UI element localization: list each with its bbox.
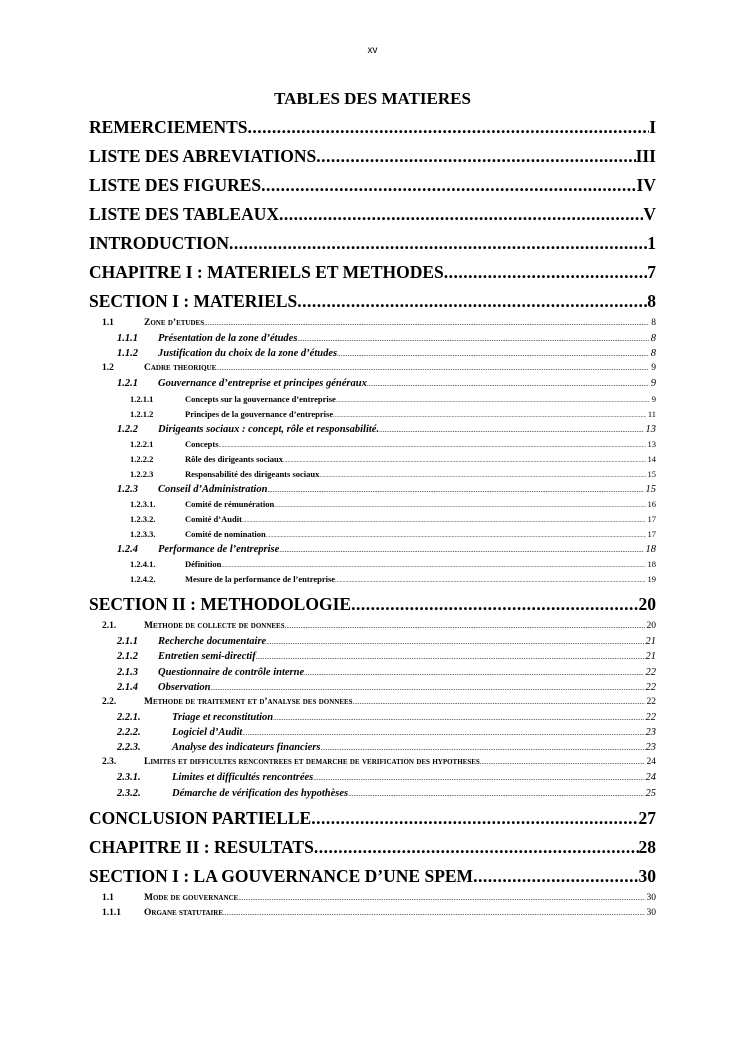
toc-entry-number: 2.3. <box>102 757 117 768</box>
toc-entry-number: 2.1.3 <box>117 666 138 678</box>
toc-entry-page: 27 <box>638 807 656 828</box>
toc-entry[interactable] <box>89 229 656 258</box>
toc-dot-leader <box>238 891 644 906</box>
toc-dot-leader <box>211 681 644 696</box>
toc-entry[interactable] <box>89 740 656 755</box>
toc-entry-title: SECTION I : MATERIELS <box>89 291 298 311</box>
toc-entry[interactable] <box>89 891 656 906</box>
toc-entry-page: 16 <box>647 498 656 509</box>
toc-dot-leader <box>216 361 649 376</box>
toc-entry-number: 2.2.3. <box>117 742 141 754</box>
toc-dot-leader <box>297 332 648 347</box>
toc-dot-leader <box>266 529 646 544</box>
toc-entry-title: Mode de gouvernance <box>144 892 239 903</box>
toc-entry-page: 8 <box>650 348 656 360</box>
toc-entry-title: Comité d’Audit <box>185 513 242 524</box>
toc-entry-page: 28 <box>638 836 656 857</box>
toc-entry[interactable] <box>89 346 656 361</box>
toc-entry-page: 1 <box>647 233 656 253</box>
toc-entry[interactable] <box>89 452 656 467</box>
toc-dot-leader <box>304 666 643 681</box>
toc-entry-number: 2.1.4 <box>117 681 138 693</box>
toc-entry-number: 1.2.2.1 <box>130 438 154 449</box>
toc-entry-number: 2.3.1. <box>117 772 141 784</box>
toc-entry[interactable] <box>89 665 656 680</box>
toc-dot-leader <box>379 423 643 438</box>
toc-entry-page: 13 <box>645 423 656 435</box>
toc-entry-title: REMERCIEMENTS <box>89 117 248 137</box>
toc-entry-title: Principes de la gouvernance d’entreprise <box>185 408 334 419</box>
toc-dot-leader <box>313 771 643 786</box>
toc-entry-title: Limites et difficultes rencontrees et demarche de verification des hypotheses <box>144 757 480 768</box>
toc-entry-title: Rôle des dirigeants sociaux <box>185 453 283 464</box>
toc-dot-leader <box>316 142 635 171</box>
toc-entry-page: V <box>643 204 656 224</box>
toc-entry[interactable] <box>89 422 656 437</box>
toc-entry[interactable] <box>89 482 656 497</box>
toc-entry[interactable] <box>89 862 656 891</box>
toc-entry[interactable] <box>89 755 656 770</box>
toc-entry-title: Questionnaire de contrôle interne <box>158 666 305 678</box>
toc-entry-page: 23 <box>645 742 656 754</box>
toc-entry-number: 1.2.2 <box>117 423 138 435</box>
toc-dot-leader <box>285 619 645 634</box>
toc-entry-page: 15 <box>647 468 656 479</box>
toc-entry[interactable] <box>89 557 656 572</box>
toc-entry[interactable] <box>89 906 656 921</box>
toc-dot-leader <box>279 543 643 558</box>
toc-entry-title: Recherche documentaire <box>158 636 267 648</box>
toc-entry-title: Présentation de la zone d’études <box>158 333 298 344</box>
toc-entry-title: Entretien semi-directif <box>158 651 256 663</box>
toc-entry-page: IV <box>636 175 656 195</box>
toc-entry[interactable] <box>89 725 656 740</box>
toc-entry-page: I <box>649 117 656 137</box>
toc-entry-number: 1.1 <box>102 318 114 328</box>
toc-entry-page: 21 <box>645 651 656 663</box>
toc-dot-leader <box>204 316 649 331</box>
toc-entry[interactable] <box>89 142 656 171</box>
toc-dot-leader <box>444 258 647 287</box>
toc-entry-page: 30 <box>646 907 656 918</box>
toc-dot-leader <box>320 741 643 756</box>
toc-entry[interactable] <box>89 171 656 200</box>
toc-dot-leader <box>273 711 643 726</box>
page-number: xv <box>367 45 378 56</box>
toc-entry-page: 15 <box>645 483 656 495</box>
toc-dot-leader <box>473 862 638 891</box>
toc-entry-page: 21 <box>645 636 656 648</box>
toc-entry[interactable] <box>89 770 656 785</box>
toc-dot-leader <box>335 574 645 589</box>
toc-entry-title: Concepts <box>185 438 219 449</box>
toc-entry[interactable] <box>89 710 656 725</box>
toc-entry-title: Organe statutaire <box>144 907 223 918</box>
toc-dot-leader <box>314 833 639 862</box>
toc-entry-title: Responsabilité des dirigeants sociaux <box>185 468 320 479</box>
toc-entry-page: 19 <box>647 574 656 585</box>
toc-entry-title: Cadre theorique <box>144 363 217 374</box>
toc-entry-number: 1.2.2.2 <box>130 453 154 464</box>
toc-entry[interactable] <box>89 258 656 287</box>
toc-entry[interactable] <box>89 527 656 542</box>
toc-entry-title: Définition <box>185 559 222 570</box>
toc-entry-title: Gouvernance d’entreprise et principes généraux <box>158 378 367 390</box>
toc-entry-title: LISTE DES ABREVIATIONS <box>89 146 317 166</box>
toc-entry[interactable] <box>89 512 656 527</box>
toc-entry-title: Observation <box>158 681 211 693</box>
toc-entry-page: 9 <box>651 393 656 404</box>
toc-entry[interactable] <box>89 649 656 664</box>
toc-entry[interactable] <box>89 619 656 634</box>
toc-entry-title: Performance de l’entreprise <box>158 543 280 555</box>
toc-dot-leader <box>333 409 646 424</box>
toc-entry-title: LISTE DES TABLEAUX <box>89 204 279 224</box>
toc-entry[interactable] <box>89 833 656 862</box>
toc-entry-number: 1.1 <box>102 892 114 903</box>
toc-entry-title: SECTION I : LA GOUVERNANCE D’UNE SPEM <box>89 865 474 886</box>
toc-dot-leader <box>267 483 643 498</box>
toc-entry-page: 20 <box>646 621 656 632</box>
toc-entry-number: 1.1.2 <box>117 348 138 360</box>
table-of-contents <box>89 113 656 921</box>
toc-entry[interactable] <box>89 437 656 452</box>
toc-entry-title: LISTE DES FIGURES <box>89 175 262 195</box>
toc-entry-number: 1.2.4.2. <box>130 574 156 585</box>
toc-entry-number: 2.1. <box>102 621 117 632</box>
toc-dot-leader <box>242 514 646 529</box>
toc-entry[interactable] <box>89 695 656 710</box>
toc-entry-number: 2.3.2. <box>117 787 141 799</box>
toc-entry-title: CHAPITRE II : RESULTATS <box>89 836 314 857</box>
toc-entry-title: INTRODUCTION <box>89 233 230 253</box>
toc-entry[interactable] <box>89 786 656 801</box>
toc-dot-leader <box>223 906 645 921</box>
toc-entry-title: Justification du choix de la zone d’études <box>158 348 338 360</box>
toc-entry-page: III <box>635 146 656 166</box>
toc-entry-title: SECTION II : METHODOLOGIE <box>89 594 352 615</box>
toc-entry[interactable] <box>89 542 656 557</box>
toc-entry-number: 2.2.1. <box>117 711 141 723</box>
toc-dot-leader <box>256 650 644 665</box>
toc-dot-leader <box>311 804 638 833</box>
toc-dot-leader <box>353 695 645 710</box>
toc-entry-number: 2.1.2 <box>117 651 138 663</box>
toc-entry[interactable] <box>89 407 656 422</box>
toc-entry-page: 20 <box>638 594 656 615</box>
toc-dot-leader <box>348 787 643 802</box>
toc-entry-title: Mesure de la performance de l’entreprise <box>185 574 336 585</box>
toc-entry-page: 18 <box>647 559 656 570</box>
toc-entry[interactable] <box>89 497 656 512</box>
toc-entry-number: 1.2.1 <box>117 378 138 390</box>
toc-entry-number: 2.2. <box>102 696 117 707</box>
toc-entry-page: 25 <box>645 787 656 799</box>
toc-entry-title: Logiciel d’Audit <box>172 727 243 739</box>
toc-entry-title: Methode de collecte de donnees <box>144 621 285 632</box>
toc-entry-number: 1.2 <box>102 363 114 374</box>
toc-dot-leader <box>480 755 645 770</box>
toc-entry-number: 1.2.1.2 <box>130 408 154 419</box>
toc-entry[interactable] <box>89 287 656 316</box>
toc-entry-page: 22 <box>645 666 656 678</box>
toc-entry-page: 7 <box>647 262 656 282</box>
toc-entry[interactable] <box>89 392 656 407</box>
toc-entry-page: 18 <box>645 543 656 555</box>
toc-entry-page: 11 <box>647 408 656 419</box>
toc-entry-number: 1.2.3.3. <box>130 528 156 539</box>
toc-entry-number: 1.1.1 <box>117 333 138 344</box>
toc-entry-page: 8 <box>647 291 656 311</box>
toc-entry-number: 1.2.3 <box>117 483 138 495</box>
toc-entry-title: Comité de rémunération <box>185 498 275 509</box>
toc-dot-leader <box>283 454 646 469</box>
toc-entry-number: 1.2.4 <box>117 543 138 555</box>
toc-entry-page: 14 <box>647 453 656 464</box>
toc-entry-page: 24 <box>645 772 656 784</box>
toc-entry-number: 1.2.3.1. <box>130 498 156 509</box>
toc-entry-number: 2.2.2. <box>117 727 141 739</box>
toc-entry[interactable] <box>89 200 656 229</box>
toc-entry-title: Zone d’etudes <box>144 318 205 328</box>
toc-entry[interactable] <box>89 572 656 587</box>
toc-entry-number: 2.1.1 <box>117 636 138 648</box>
toc-entry-title: CHAPITRE I : MATERIELS ET METHODES <box>89 262 444 282</box>
toc-dot-leader <box>337 347 649 362</box>
toc-entry[interactable] <box>89 113 656 142</box>
toc-dot-leader <box>274 499 645 514</box>
toc-entry[interactable] <box>89 634 656 649</box>
toc-dot-leader <box>279 200 643 229</box>
toc-entry[interactable] <box>89 361 656 376</box>
toc-dot-leader <box>261 171 636 200</box>
toc-entry-title: Methode de traitement et d’analyse des donnees <box>144 696 353 707</box>
toc-entry-page: 30 <box>638 865 656 886</box>
toc-dot-leader <box>266 635 643 650</box>
toc-dot-leader <box>242 726 643 741</box>
toc-entry[interactable] <box>89 467 656 482</box>
toc-entry[interactable] <box>89 590 656 619</box>
toc-dot-leader <box>319 469 645 484</box>
toc-dot-leader <box>336 394 650 409</box>
toc-entry-title: Concepts sur la gouvernance d’entreprise <box>185 393 336 404</box>
toc-entry-title: Comité de nomination <box>185 528 266 539</box>
toc-entry-title: Analyse des indicateurs financiers <box>172 742 321 754</box>
toc-entry-page: 17 <box>647 513 656 524</box>
toc-entry-number: 1.2.2.3 <box>130 468 154 479</box>
toc-dot-leader <box>297 287 647 316</box>
toc-entry-page: 23 <box>645 727 656 739</box>
toc-entry-page: 22 <box>646 696 656 707</box>
toc-entry-title: Dirigeants sociaux : concept, rôle et responsabilité. <box>158 423 380 435</box>
toc-dot-leader <box>229 229 647 258</box>
toc-entry-page: 17 <box>647 528 656 539</box>
toc-entry-page: 8 <box>650 333 656 344</box>
toc-entry[interactable] <box>89 804 656 833</box>
toc-entry-page: 22 <box>645 711 656 723</box>
toc-dot-leader <box>351 590 638 619</box>
toc-entry-title: Démarche de vérification des hypothèses <box>172 787 349 799</box>
toc-entry[interactable] <box>89 376 656 391</box>
toc-entry[interactable] <box>89 680 656 695</box>
toc-entry-page: 30 <box>646 892 656 903</box>
toc-entry-page: 13 <box>647 438 656 449</box>
toc-entry-page: 9 <box>650 378 656 390</box>
toc-dot-leader <box>367 377 649 392</box>
document-title: TABLES DES MATIERES <box>274 89 471 108</box>
toc-entry[interactable] <box>89 331 656 346</box>
toc-entry-page: 24 <box>646 757 656 768</box>
toc-entry-title: Triage et reconstitution <box>172 711 274 723</box>
toc-dot-leader <box>248 113 650 142</box>
toc-entry-title: Conseil d’Administration <box>158 483 268 495</box>
toc-entry-title: CONCLUSION PARTIELLE <box>89 807 312 828</box>
toc-entry-number: 1.2.3.2. <box>130 513 156 524</box>
toc-entry-page: 22 <box>645 681 656 693</box>
toc-entry-number: 1.2.4.1. <box>130 559 156 570</box>
toc-entry-number: 1.2.1.1 <box>130 393 154 404</box>
toc-entry[interactable] <box>89 316 656 331</box>
toc-entry-page: 8 <box>651 318 656 328</box>
toc-entry-title: Limites et difficultés rencontrées <box>172 772 314 784</box>
toc-entry-number: 1.1.1 <box>102 907 121 918</box>
toc-entry-page: 9 <box>651 363 656 374</box>
